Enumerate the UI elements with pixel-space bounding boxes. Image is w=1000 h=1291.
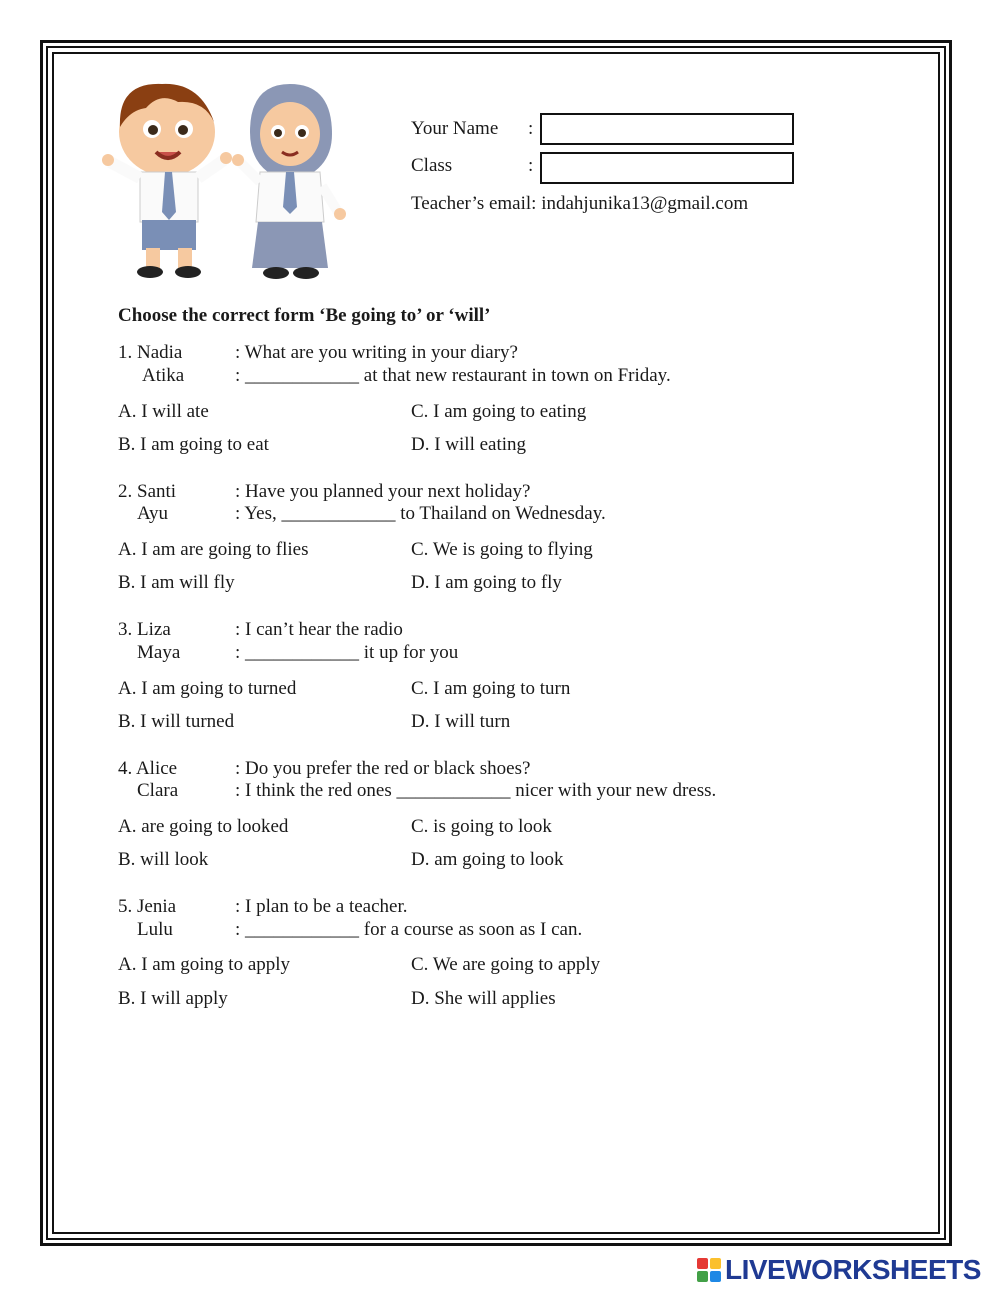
q4-line-2: : I think the red ones ____________ nicer with your new dress.	[235, 780, 717, 801]
q4-option-a[interactable]: A. are going to looked	[118, 816, 289, 837]
girl-figure	[232, 84, 346, 279]
q1-speaker-2: Atika	[142, 365, 185, 386]
liveworksheets-logo[interactable]	[697, 1256, 981, 1284]
q5-line-2: : ____________ for a course as soon as I can.	[235, 919, 583, 940]
q5-option-b[interactable]: B. I will apply	[118, 988, 228, 1009]
q5-speaker-2: Lulu	[137, 919, 173, 940]
q5-option-d[interactable]: D. She will applies	[411, 988, 556, 1009]
q5-line-1: : I plan to be a teacher.	[235, 896, 408, 917]
q3-speaker-1: 3. Liza	[118, 619, 171, 640]
q2-line-2: : Yes, ____________ to Thailand on Wednesday.	[235, 503, 606, 524]
q1-speaker-1: 1. Nadia	[118, 342, 183, 363]
q1-option-c[interactable]: C. I am going to eating	[411, 401, 587, 422]
q3-option-a[interactable]: A. I am going to turned	[118, 678, 297, 699]
students-illustration	[100, 72, 350, 287]
q1-line-2: : ____________ at that new restaurant in town on Friday.	[235, 365, 671, 386]
q2-option-d[interactable]: D. I am going to fly	[411, 572, 562, 593]
q1-line-1: : What are you writing in your diary?	[235, 342, 518, 363]
your-name-label: Your Name	[411, 118, 499, 139]
teacher-email: Teacher’s email: indahjunika13@gmail.com	[411, 193, 749, 214]
q3-speaker-2: Maya	[137, 642, 181, 663]
q1-option-d[interactable]: D. I will eating	[411, 434, 527, 455]
q2-option-a[interactable]: A. I am are going to flies	[118, 539, 309, 560]
q4-speaker-1: 4. Alice	[118, 758, 178, 779]
q4-option-c[interactable]: C. is going to look	[411, 816, 552, 837]
instruction-heading: Choose the correct form ‘Be going to’ or ‘will’	[118, 305, 491, 326]
class-label: Class	[411, 155, 453, 176]
q4-speaker-2: Clara	[137, 780, 179, 801]
q5-option-a[interactable]: A. I am going to apply	[118, 954, 291, 975]
q1-option-b[interactable]: B. I am going to eat	[118, 434, 269, 455]
q3-option-c[interactable]: C. I am going to turn	[411, 678, 571, 699]
q2-speaker-2: Ayu	[137, 503, 168, 524]
q4-line-1: : Do you prefer the red or black shoes?	[235, 758, 531, 779]
class-colon: :	[528, 155, 534, 176]
q2-line-1: : Have you planned your next holiday?	[235, 481, 531, 502]
name-colon: :	[528, 118, 534, 139]
q2-option-b[interactable]: B. I am will fly	[118, 572, 235, 593]
q2-option-c[interactable]: C. We is going to flying	[411, 539, 593, 560]
q4-option-d[interactable]: D. am going to look	[411, 849, 564, 870]
q3-line-2: : ____________ it up for you	[235, 642, 459, 663]
q1-option-a[interactable]: A. I will ate	[118, 401, 209, 422]
brand-name: LIVEWORKSHEETS	[725, 1254, 981, 1285]
q5-option-c[interactable]: C. We are going to apply	[411, 954, 601, 975]
q3-option-d[interactable]: D. I will turn	[411, 711, 511, 732]
q2-speaker-1: 2. Santi	[118, 481, 177, 502]
q3-option-b[interactable]: B. I will turned	[118, 711, 235, 732]
q4-option-b[interactable]: B. will look	[118, 849, 209, 870]
class-input[interactable]	[540, 152, 794, 184]
q5-speaker-1: 5. Jenia	[118, 896, 177, 917]
your-name-input[interactable]	[540, 113, 794, 145]
q3-line-1: : I can’t hear the radio	[235, 619, 403, 640]
liveworksheets-blocks-icon	[697, 1258, 721, 1282]
boy-figure	[102, 84, 232, 278]
